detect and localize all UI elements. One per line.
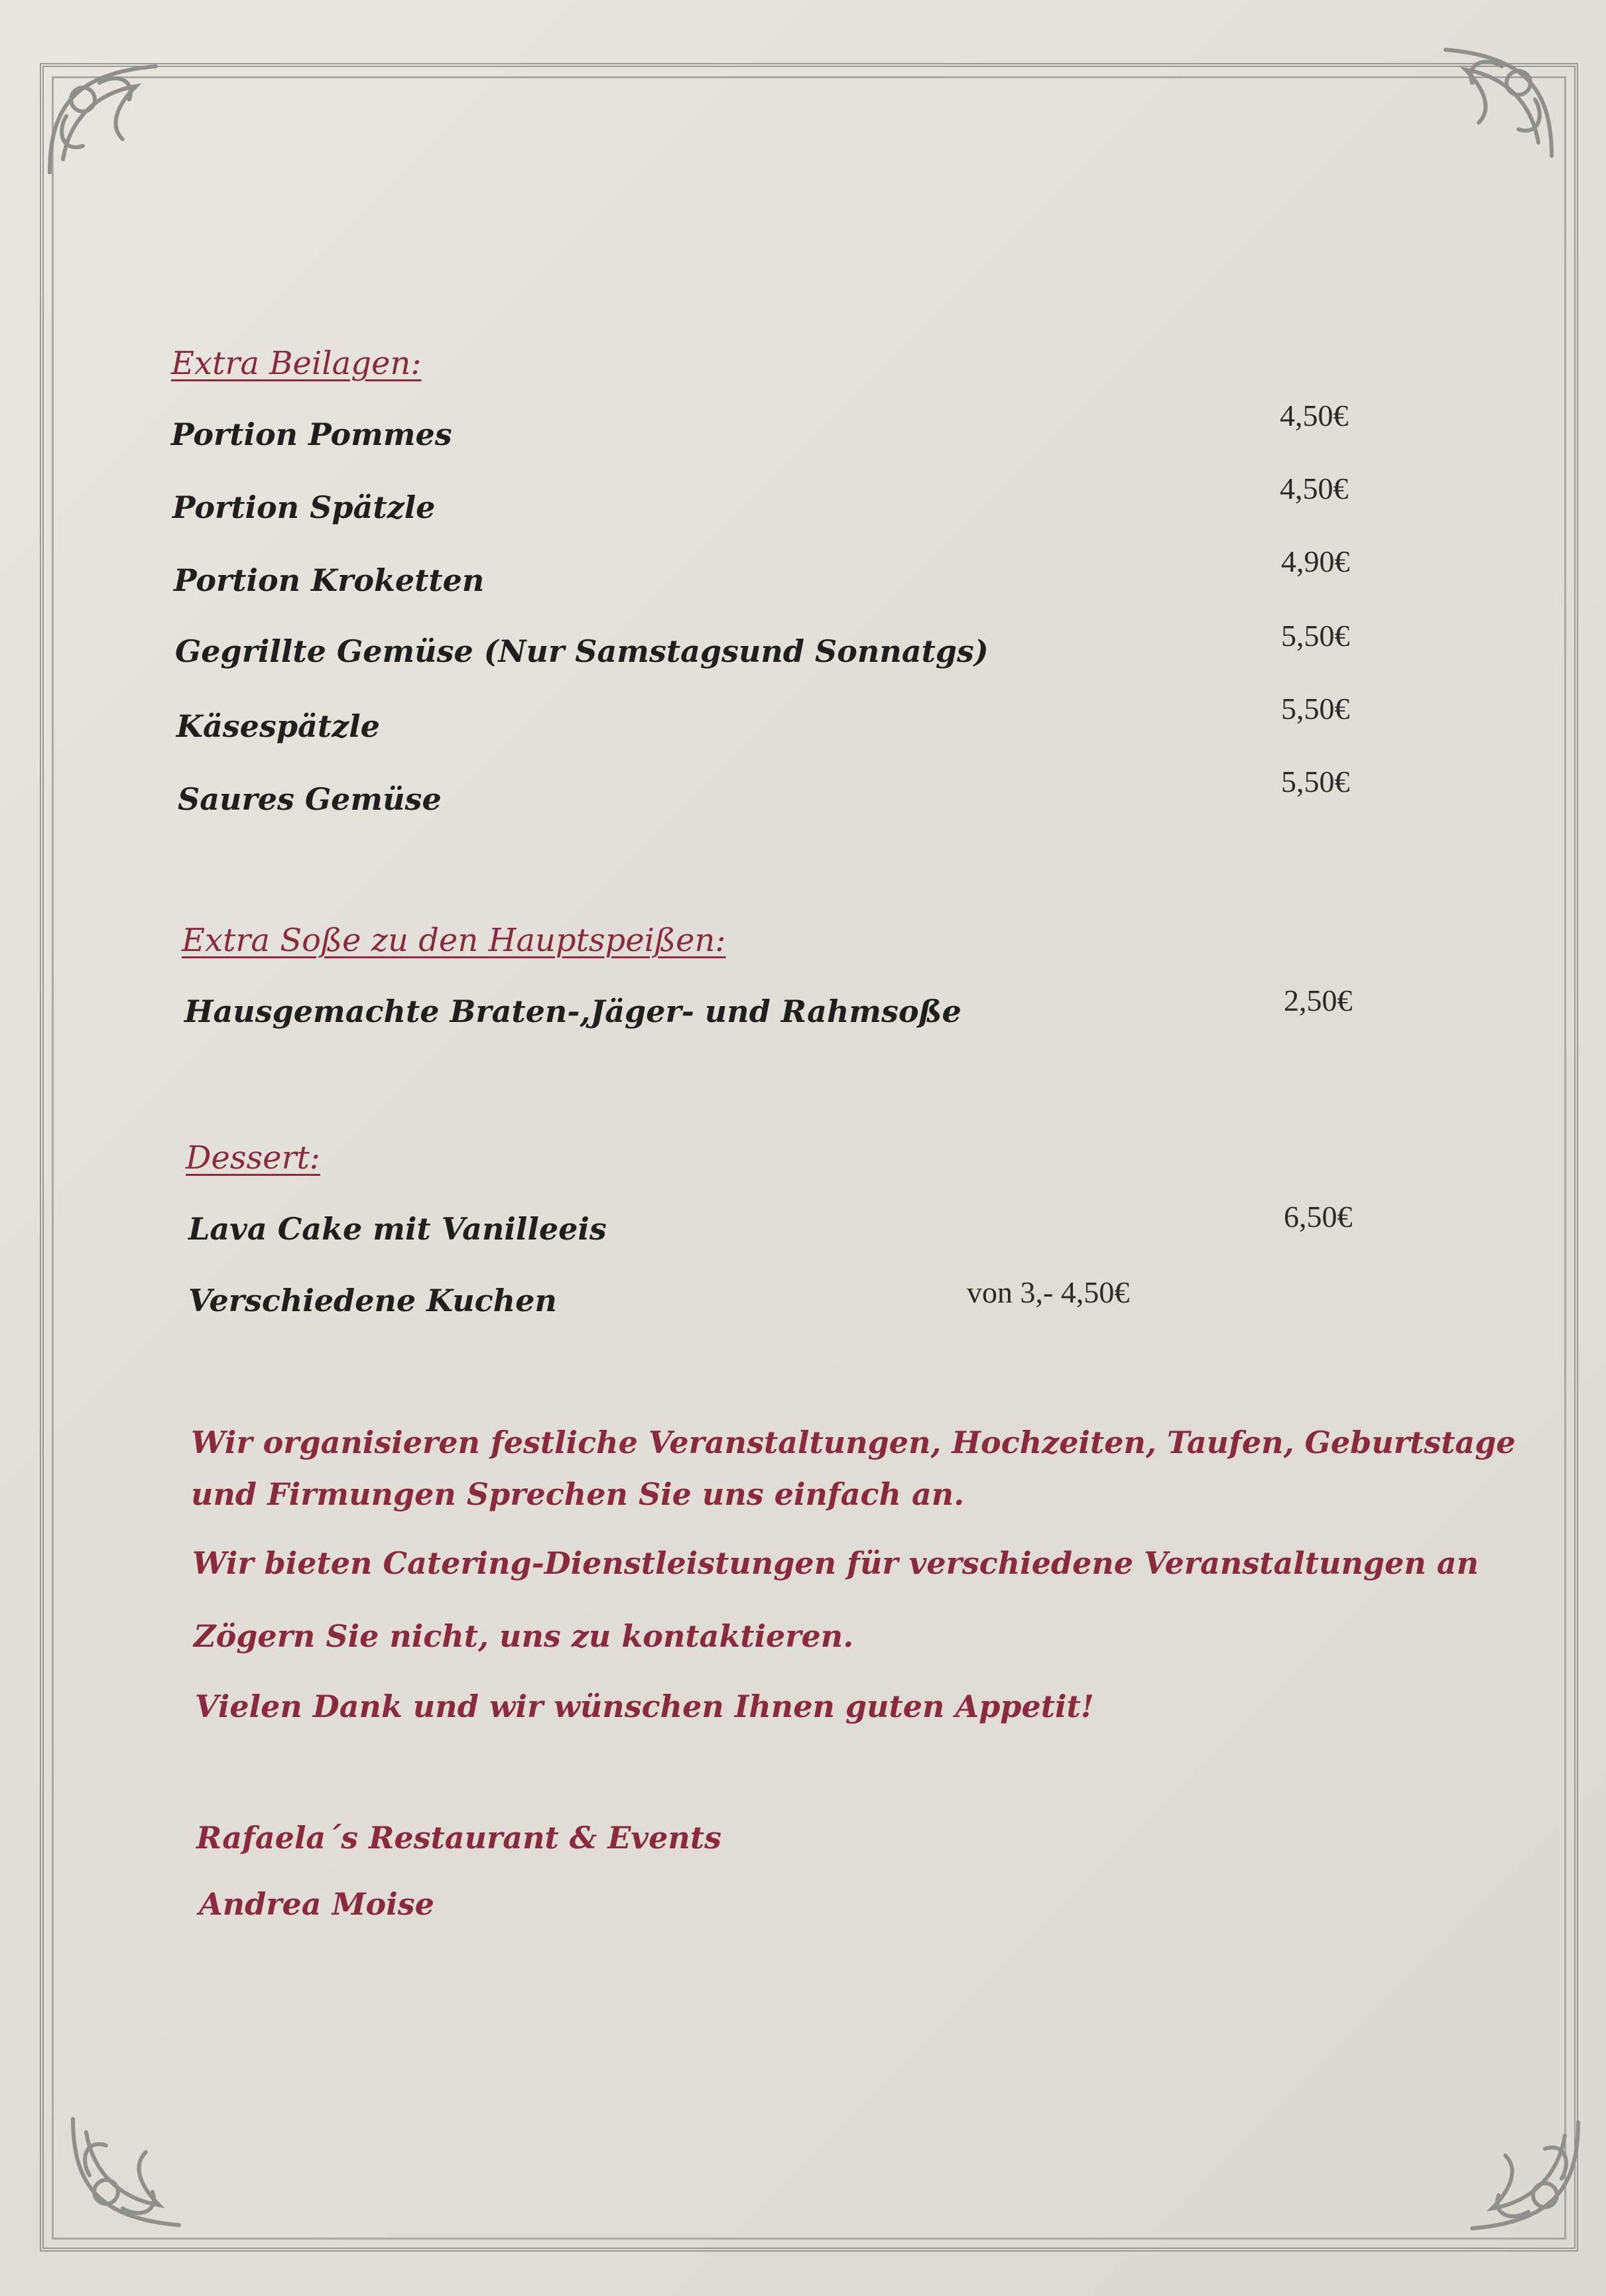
signature-restaurant: Rafaela´s Restaurant & Events [196, 1820, 721, 1856]
heading-extra-sosse: Extra Soße zu den Hauptspeißen: [182, 922, 726, 959]
info-text: Vielen Dank und wir wünschen Ihnen guten Appetit! [195, 1689, 1094, 1724]
menu-item-name: Portion Pommes [171, 416, 452, 452]
menu-item-price: 5,50€ [1281, 619, 1350, 653]
menu-item-price: 5,50€ [1281, 692, 1350, 726]
heading-dessert: Dessert: [186, 1139, 320, 1177]
menu-item-name: Lava Cake mit Vanilleeis [188, 1211, 607, 1247]
menu-item-price: 4,50€ [1280, 399, 1349, 432]
menu-item-price: 2,50€ [1284, 984, 1353, 1017]
menu-item-price: 4,90€ [1281, 544, 1350, 578]
signature-name: Andrea Moise [199, 1886, 434, 1922]
heading-extra-beilagen: Extra Beilagen: [171, 345, 422, 382]
menu-item-name: Hausgemachte Braten-,Jäger- und Rahmsoße [184, 993, 961, 1029]
menu-item-name: Käsespätzle [176, 708, 380, 744]
menu-item-name: Saures Gemüse [178, 781, 442, 817]
info-text: Wir organisieren festliche Veranstaltungen, Hochzeiten, Taufen, Geburtstage [191, 1425, 1516, 1460]
menu-item-price: 4,50€ [1280, 472, 1349, 505]
info-text: Zögern Sie nicht, uns zu kontaktieren. [194, 1618, 854, 1654]
menu-item-name: Portion Kroketten [174, 562, 485, 598]
menu-item-price: von 3,- 4,50€ [967, 1275, 1130, 1309]
info-text: Wir bieten Catering-Dienstleistungen für verschiedene Veranstaltungen an [192, 1545, 1479, 1581]
menu-item-name: Gegrillte Gemüse (Nur Samstagsund Sonnatgs) [175, 633, 989, 669]
menu-item-name: Verschiedene Kuchen [188, 1283, 557, 1318]
menu-item-price: 5,50€ [1281, 765, 1350, 798]
menu-item-price: 6,50€ [1284, 1200, 1353, 1234]
info-text: und Firmungen Sprechen Sie uns einfach an. [191, 1476, 965, 1512]
menu-item-name: Portion Spätzle [172, 489, 436, 525]
